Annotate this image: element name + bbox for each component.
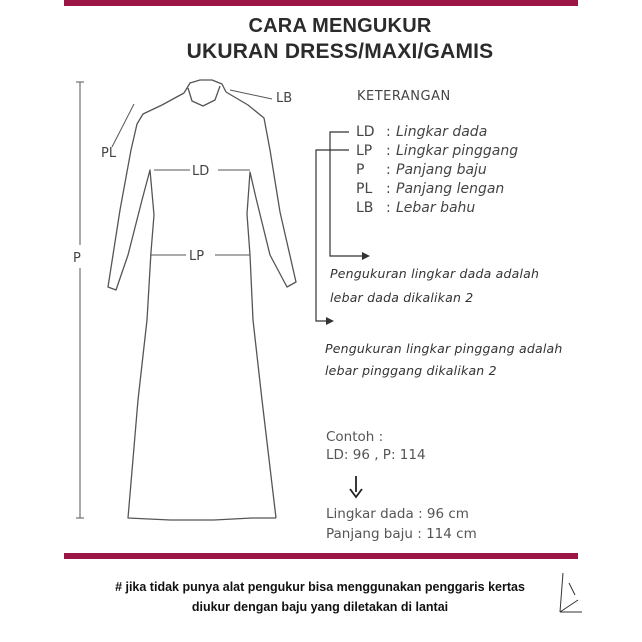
legend-sep: : — [386, 162, 391, 178]
footer-line-2: diukur dengan baju yang diletakan di lantai — [191, 600, 449, 614]
title-line-1: CARA MENGUKUR — [248, 15, 432, 37]
legend-item-lp — [356, 143, 518, 159]
example-result-2: Panjang baju : 114 cm — [326, 526, 477, 542]
title-line-2: UKURAN DRESS/MAXI/GAMIS — [186, 40, 494, 63]
legend-item-lb — [356, 200, 475, 216]
legend-sep: : — [386, 200, 391, 216]
note-ld-line-1: Pengukuran lingkar dada adalah — [330, 266, 540, 281]
pl-line — [112, 104, 134, 147]
legend-sep: : — [386, 124, 391, 140]
legend-heading: KETERANGAN — [357, 89, 451, 104]
legend-abbr: LP — [356, 143, 373, 159]
example-heading: Contoh : — [326, 429, 384, 445]
legend-desc: Panjang lengan — [396, 181, 505, 197]
legend-desc: Panjang baju — [396, 162, 487, 178]
label-lb: LB — [276, 91, 293, 106]
note-ld-line-2: lebar dada dikalikan 2 — [330, 290, 474, 305]
legend-desc: Lingkar pinggang — [396, 143, 519, 159]
label-ld: LD — [192, 164, 210, 179]
legend-abbr: LD — [356, 124, 375, 140]
example-result-1: Lingkar dada : 96 cm — [326, 506, 469, 522]
legend-sep: : — [386, 143, 391, 159]
label-pl: PL — [101, 146, 117, 161]
lp-note-arrowhead — [326, 317, 334, 325]
legend-desc: Lebar bahu — [396, 200, 476, 216]
legend-desc: Lingkar dada — [396, 124, 488, 140]
footer-line-1: # jika tidak punya alat pengukur bisa menggunakan penggaris kertas — [115, 580, 525, 594]
label-p: P — [73, 251, 81, 266]
legend-item-p — [356, 162, 487, 178]
example-values: LD: 96 , P: 114 — [326, 447, 426, 463]
note-lp-line-2: lebar pinggang dikalikan 2 — [325, 363, 497, 378]
ld-note-arrowhead — [362, 252, 370, 260]
legend-sep: : — [386, 181, 391, 197]
legend-abbr: PL — [356, 181, 373, 197]
dress-outline — [108, 80, 296, 520]
bottom-accent-band — [64, 553, 578, 559]
label-lp: LP — [189, 249, 205, 264]
note-lp-line-1: Pengukuran lingkar pinggang adalah — [325, 341, 563, 356]
legend-abbr: LB — [356, 200, 374, 216]
legend-item-pl — [356, 181, 504, 197]
legend-item-ld — [356, 124, 487, 140]
legend-abbr: P — [356, 162, 365, 178]
